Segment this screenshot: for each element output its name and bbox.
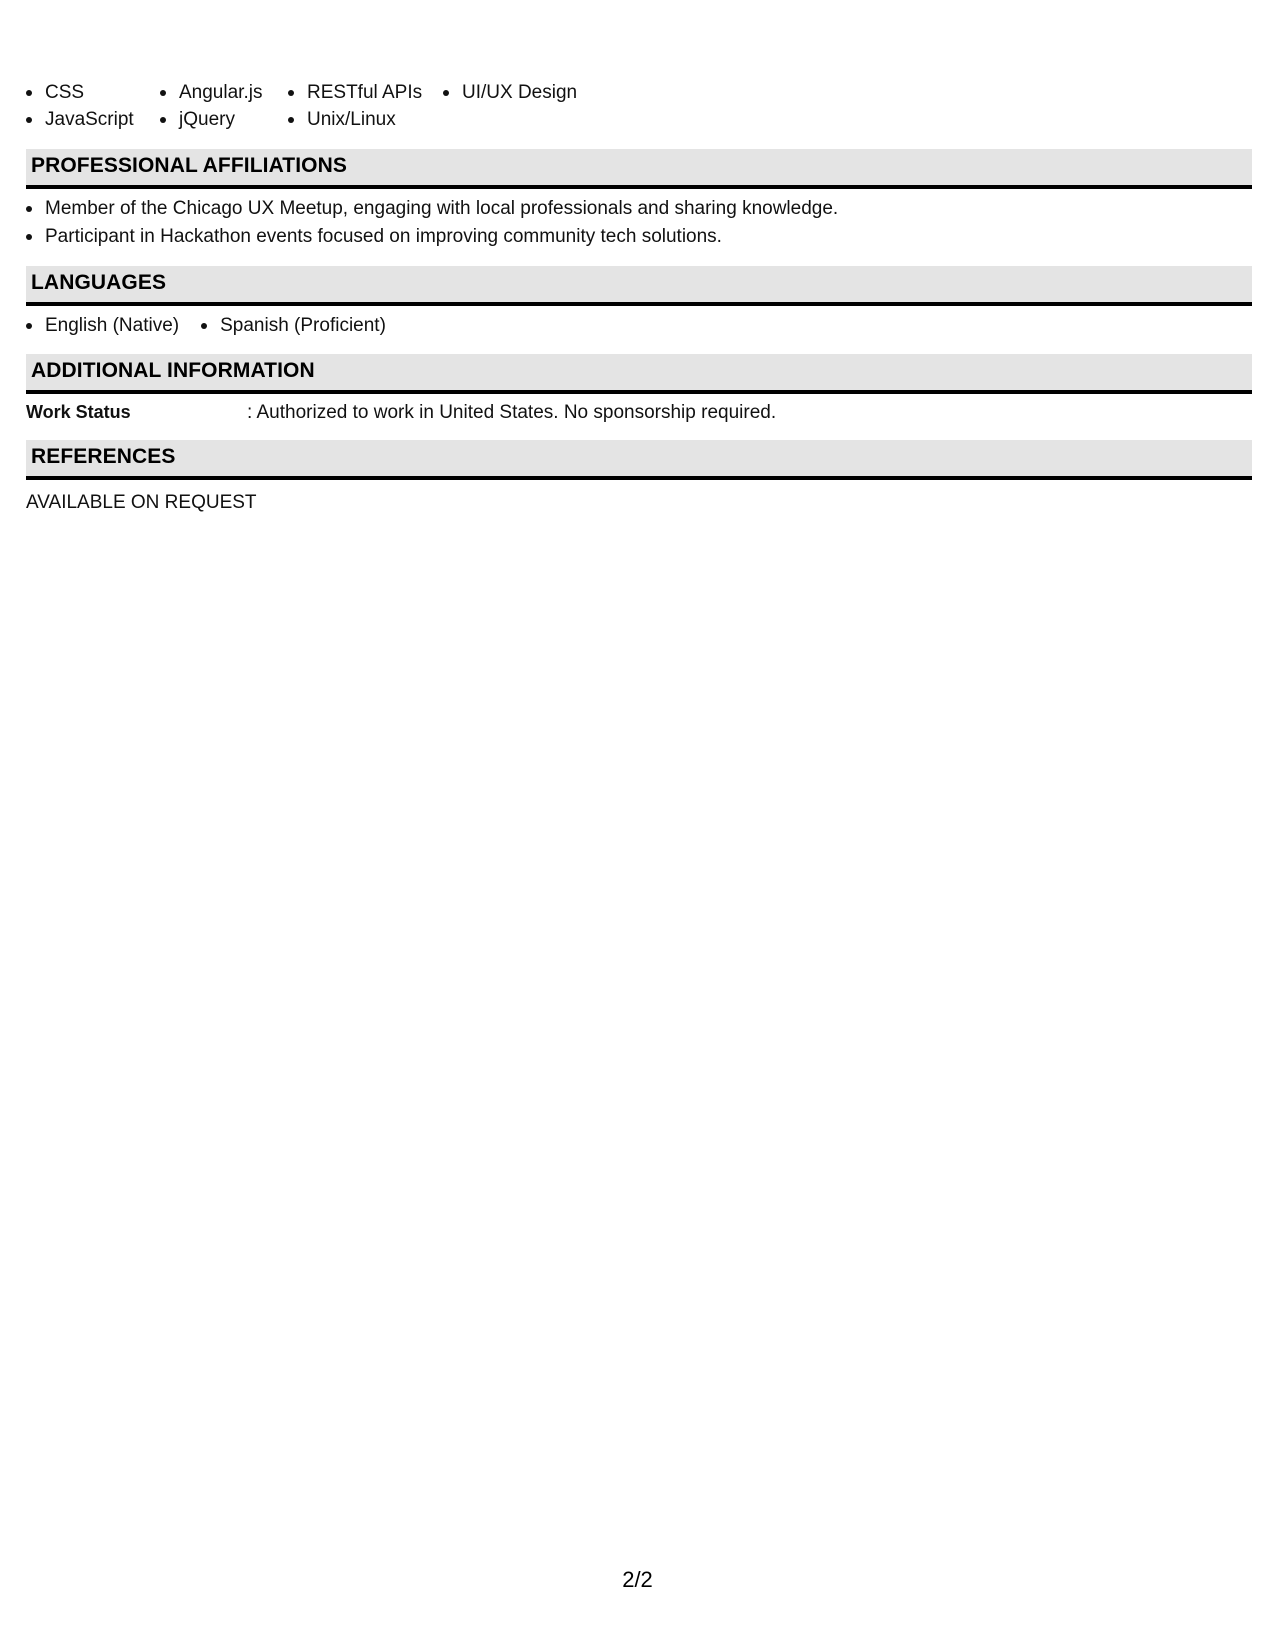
skill-item: CSS	[26, 79, 160, 106]
work-status-value: : Authorized to work in United States. No sponsorship required.	[247, 402, 777, 423]
skills-column-4	[443, 79, 603, 133]
list-item: Member of the Chicago UX Meetup, engaging with local professionals and sharing knowledge.	[26, 195, 838, 223]
references-text: AVAILABLE ON REQUEST	[26, 492, 257, 513]
skill-item: Unix/Linux	[288, 106, 443, 133]
skills-list	[26, 79, 603, 133]
skill-item: UI/UX Design	[443, 79, 603, 106]
language-item: Spanish (Proficient)	[201, 312, 386, 339]
section-title: REFERENCES	[31, 445, 176, 468]
skill-item: Angular.js	[160, 79, 288, 106]
additional-info-section-header	[26, 354, 1252, 394]
skill-item: JavaScript	[26, 106, 160, 133]
language-item: English (Native)	[26, 312, 179, 339]
section-title: LANGUAGES	[31, 271, 167, 294]
skills-column-3	[288, 79, 443, 133]
languages-list	[26, 312, 408, 339]
skills-column-2	[160, 79, 288, 133]
skill-item: RESTful APIs	[288, 79, 443, 106]
section-title: ADDITIONAL INFORMATION	[31, 359, 315, 382]
affiliations-list	[26, 195, 838, 251]
skills-column-1	[26, 79, 160, 133]
list-item: Participant in Hackathon events focused on improving community tech solutions.	[26, 223, 838, 251]
skill-item: jQuery	[160, 106, 288, 133]
page-number: 2/2	[622, 1567, 653, 1592]
section-title: PROFESSIONAL AFFILIATIONS	[31, 154, 347, 177]
work-status-label: Work Status	[26, 402, 131, 422]
languages-section-header	[26, 266, 1252, 306]
affiliations-section-header	[26, 149, 1252, 189]
work-status-row	[26, 399, 776, 426]
references-section-header	[26, 440, 1252, 480]
